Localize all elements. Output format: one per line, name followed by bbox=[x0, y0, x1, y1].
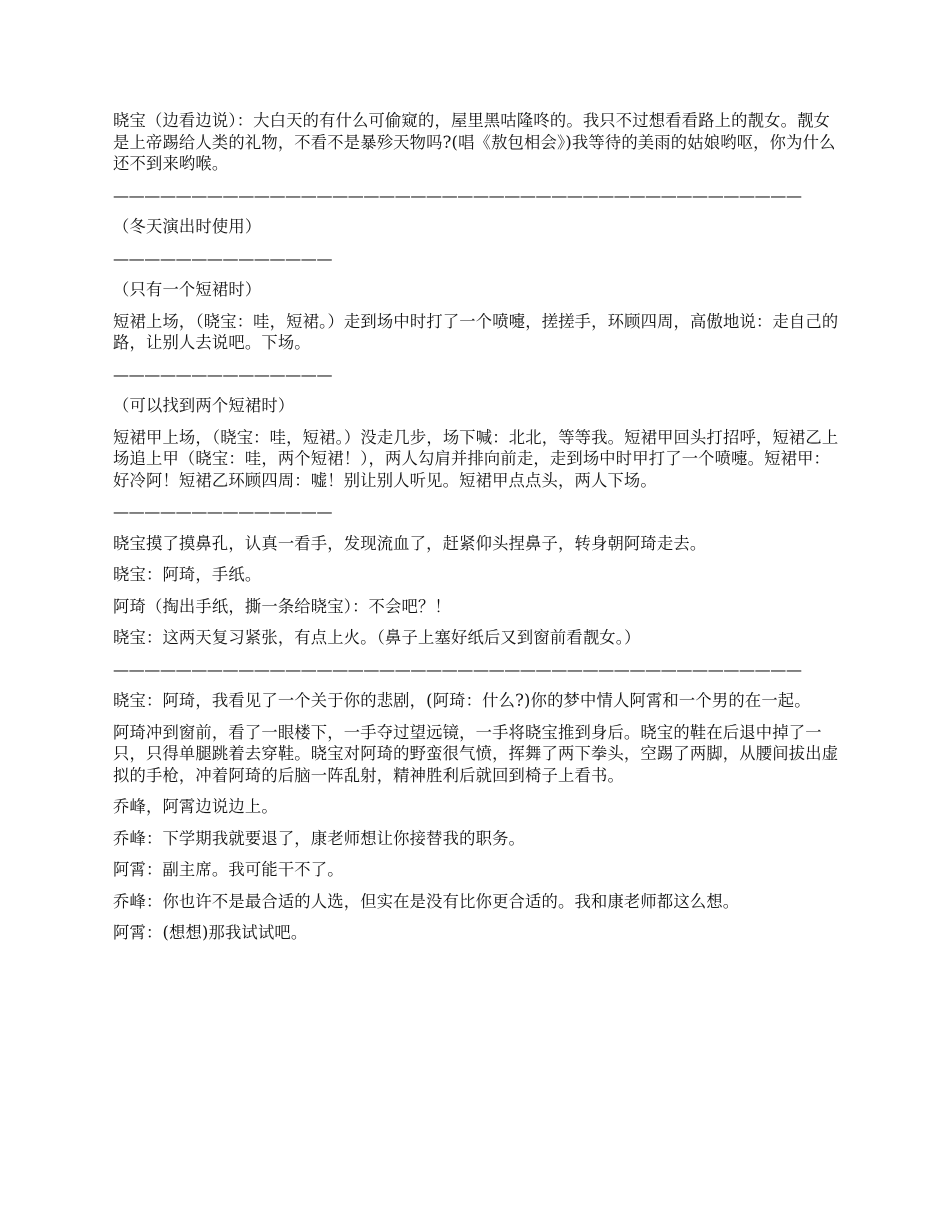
dialogue-line: 晓宝：这两天复习紧张，有点上火。（鼻子上塞好纸后又到窗前看靓女。） bbox=[113, 628, 641, 647]
stage-note: （冬天演出时使用） bbox=[113, 217, 262, 236]
dialogue-line: 乔峰：你也许不是最合适的人选，但实在是没有比你更合适的。我和康老师都这么想。 bbox=[113, 891, 740, 911]
divider-line: ———————————————————————————————————————————— bbox=[113, 659, 802, 679]
paragraph: 晓宝（边看边说）：大白天的有什么可偷窥的，屋里黑咕隆咚的。我只不过想看看路上的靓女。靓女是上帝踢给人类的礼物，不看不是暴殄天物吗?(唱《敖包相会》)我等待的美雨的姑娘哟呕，你为什么还不到来哟喉。 bbox=[113, 111, 836, 173]
paragraph: 短裙上场，（晓宝：哇，短裙。）走到场中时打了一个喷嚏，搓搓手，环顾四周，高傲地说：走自己的路，让别人去说吧。下场。 bbox=[113, 311, 839, 352]
dialogue-line: 乔峰：下学期我就要退了，康老师想让你接替我的职务。 bbox=[113, 828, 526, 848]
dialogue-line: 阿霄：副主席。我可能干不了。 bbox=[113, 860, 344, 879]
dialogue-line: 晓宝：阿琦，我看见了一个关于你的悲剧，(阿琦：什么?)你的梦中情人阿霄和一个男的在一起。 bbox=[113, 691, 811, 710]
dialogue-line: 阿琦（掏出手纸，撕一条给晓宝）：不会吧？！ bbox=[113, 596, 451, 616]
dialogue-line: 阿霄：(想想)那我试试吧。 bbox=[113, 923, 308, 942]
divider-line: —————————————— bbox=[113, 502, 333, 521]
divider-line: —————————————— bbox=[113, 248, 333, 268]
stage-note: （只有一个短裙时） bbox=[113, 280, 262, 299]
divider-line: —————————————— bbox=[113, 364, 333, 384]
paragraph: 晓宝摸了摸鼻孔，认真一看手，发现流血了，赶紧仰头捏鼻子，转身朝阿琦走去。 bbox=[113, 533, 707, 553]
stage-note: 乔峰，阿霄边说边上。 bbox=[113, 797, 278, 816]
paragraph: 短裙甲上场，（晓宝：哇，短裙。）没走几步，场下喊：北北，等等我。短裙甲回头打招呼，短裙乙上场追上甲（晓宝：哇，两个短裙！），两人勾肩并排向前走，走到场中时甲打了一个喷嚏。短裙甲：好冷阿！短裙乙环顾四周：嘘！别让别人听见。短裙甲点点头，两人下场。 bbox=[113, 427, 839, 490]
paragraph: 阿琦冲到窗前，看了一眼楼下，一手夺过望远镜，一手将晓宝推到身后。晓宝的鞋在后退中掉了一只，只得单腿跳着去穿鞋。晓宝对阿琦的野蛮很气愤，挥舞了两下拳头，空踢了两脚，从腰间拔出虚拟的手枪，冲着阿琦的后脑一阵乱射，精神胜利后就回到椅子上看书。 bbox=[113, 722, 839, 785]
stage-note: （可以找到两个短裙时） bbox=[113, 396, 295, 415]
dialogue-line: 晓宝：阿琦，手纸。 bbox=[113, 565, 262, 584]
document-page bbox=[113, 110, 843, 954]
divider-line: ———————————————————————————————————————————— bbox=[113, 185, 802, 205]
